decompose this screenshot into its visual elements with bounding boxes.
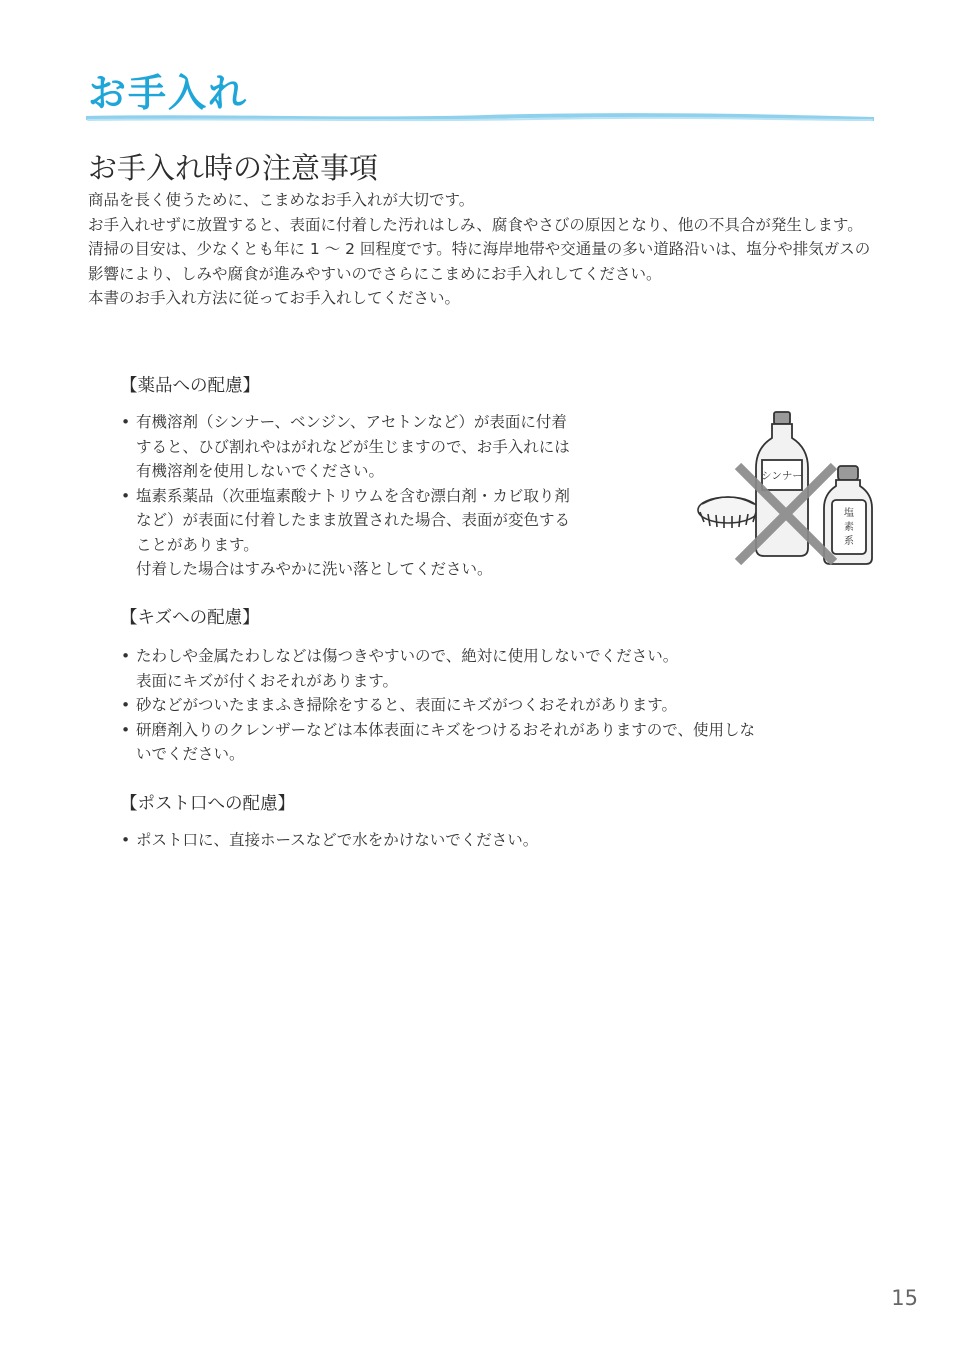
list-item: [120, 484, 680, 582]
chlorine-bottle-icon: [824, 466, 872, 564]
no-chemicals-illustration: [690, 408, 880, 570]
intro-paragraph: 商品を長く使うために、こまめなお手入れが大切です。: [88, 191, 475, 209]
list-item-line: • 研磨剤入りのクレンザーなどは本体表面にキズをつけるおそれがありますので、使用しな: [136, 720, 755, 739]
list-item: [120, 693, 880, 718]
list-item-line: すると、ひび割れやはがれなどが生じますので、お手入れには: [136, 437, 570, 456]
list-item-line: 表面にキズが付くおそれがあります。: [136, 671, 398, 690]
list-item-line: 有機溶剤を使用しないでください。: [136, 462, 385, 480]
chlorine-label-char: 系: [844, 536, 854, 547]
list-item-line: • たわしや金属たわしなどは傷つきやすいので、絶対に使用しないでください。: [136, 647, 679, 665]
post-slot-list: [120, 828, 880, 853]
list-item-line: • ポスト口に、直接ホースなどで水をかけないでください。: [136, 831, 539, 849]
post-slot-heading: 【ポスト口への配慮】: [120, 794, 295, 814]
page-number: 15: [891, 1286, 918, 1310]
intro-paragraph: お手入れせずに放置すると、表面に付着した汚れはしみ、腐食やさびの原因となり、他の不具合が発生します。清掃の目安は、少なくとも年に 1 〜 2 回程度です。特に海岸地帯や交通量の多い道路沿いは、塩分や排気ガスの影響により、しみや腐食が進みやすいのでさらにこまめにお手入れしてください。: [88, 215, 871, 283]
chlorine-label-char: 塩: [844, 508, 854, 519]
intro-text: [88, 188, 878, 311]
chlorine-label-char: 素: [844, 522, 854, 533]
list-item-line: • 砂などがついたままふき掃除をすると、表面にキズがつくおそれがあります。: [136, 696, 677, 714]
chemicals-heading: 【薬品への配慮】: [120, 376, 260, 396]
scratches-heading: 【キズへの配慮】: [120, 608, 260, 628]
list-item: [120, 644, 880, 693]
list-item-line: 付着した場合はすみやかに洗い落としてください。: [136, 560, 493, 578]
list-item-line: いでください。: [136, 745, 245, 763]
list-item-line: • 塩素系薬品（次亜塩素酸ナトリウムを含む漂白剤・カビ取り剤: [136, 486, 570, 505]
list-item: [120, 828, 880, 853]
thinner-label: シンナー: [761, 470, 803, 482]
list-item: [120, 718, 880, 767]
page-title: お手入れ: [88, 71, 249, 115]
list-item-line: ことがあります。: [136, 535, 259, 554]
list-item-line: など）が表面に付着したまま放置された場合、表面が変色する: [136, 511, 571, 529]
list-item-line: • 有機溶剤（シンナー、ベンジン、アセトンなど）が表面に付着: [136, 413, 567, 431]
brush-icon: [698, 497, 758, 528]
intro-paragraph: 本書のお手入れ方法に従ってお手入れしてください。: [88, 289, 461, 307]
section-heading: お手入れ時の注意事項: [88, 151, 379, 185]
scratches-list: [120, 644, 880, 767]
chemicals-list: [120, 410, 680, 582]
title-rule: [86, 112, 874, 124]
list-item: [120, 410, 680, 484]
